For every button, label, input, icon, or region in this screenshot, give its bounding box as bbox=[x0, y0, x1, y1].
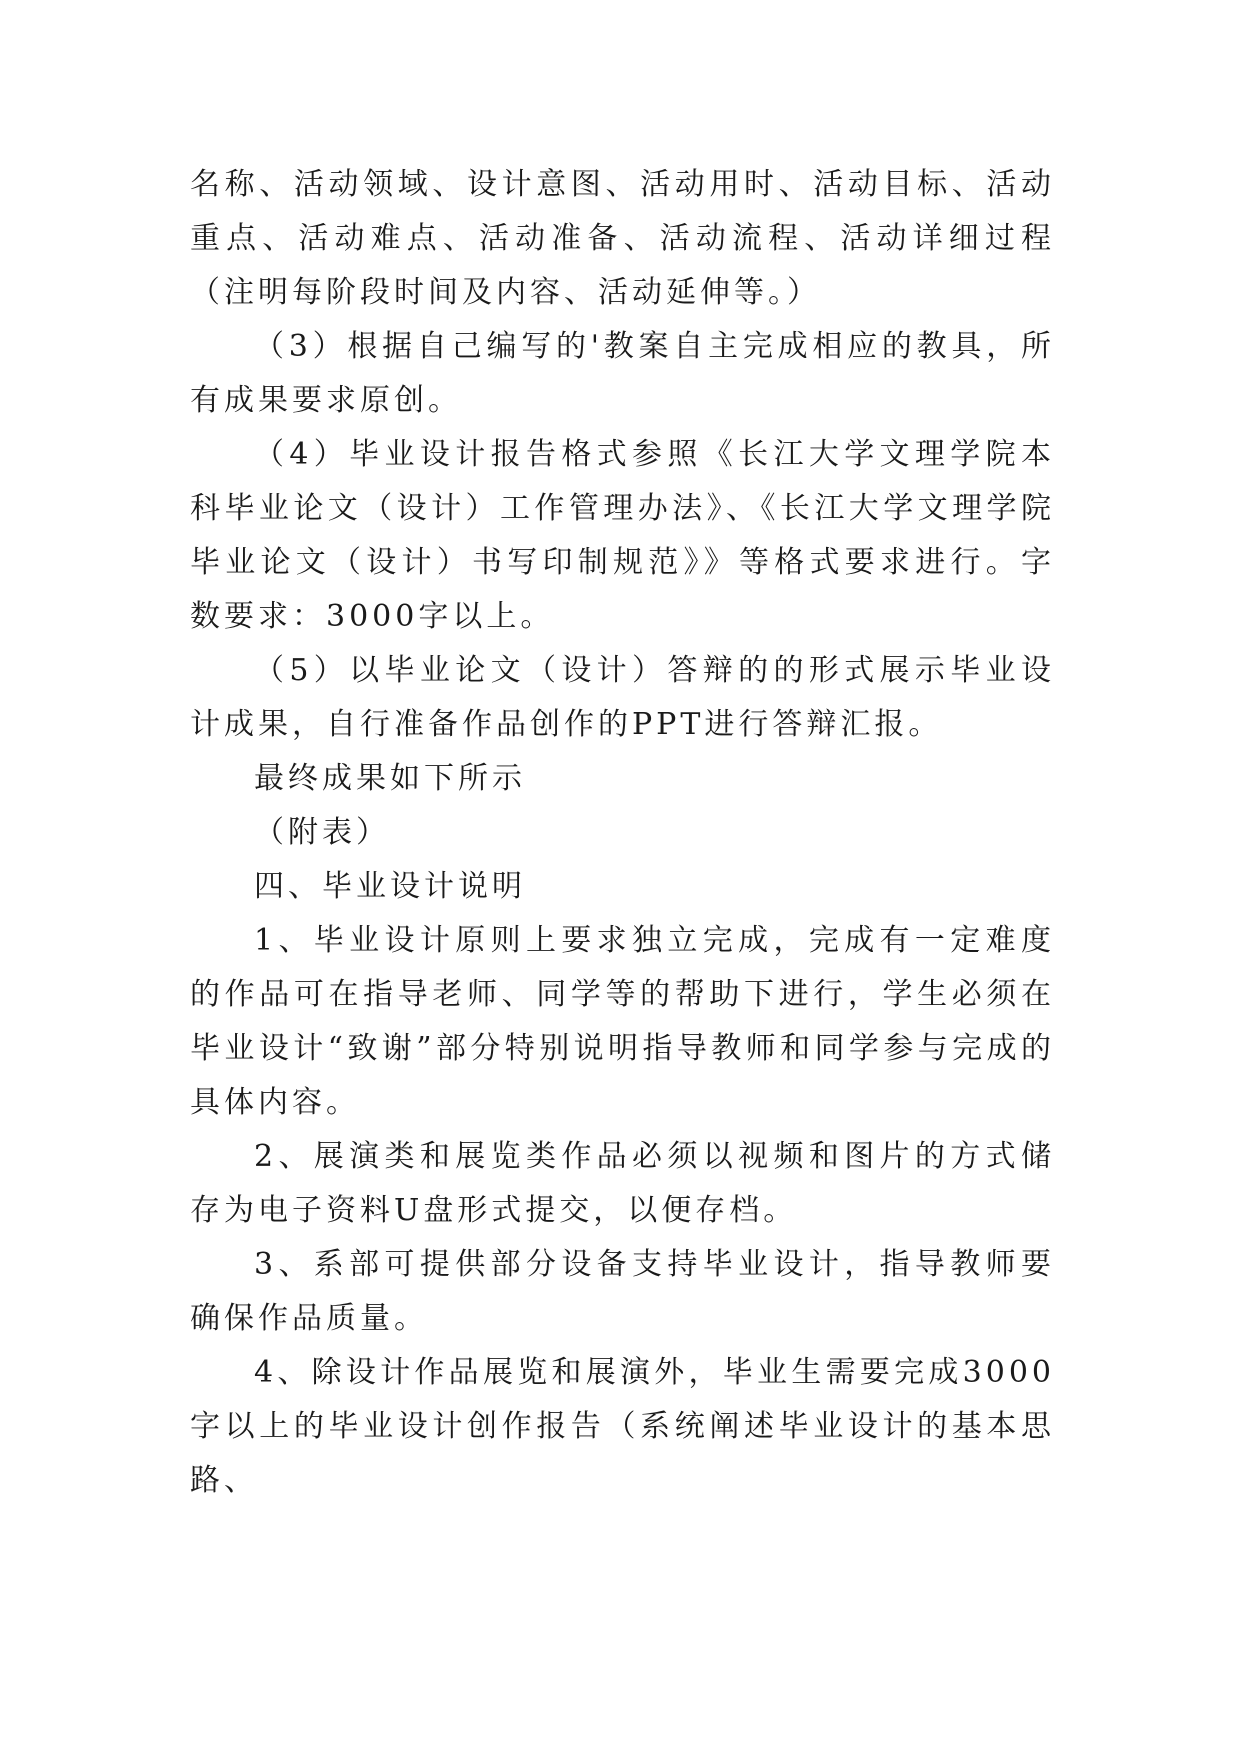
paragraph-activity-items: 名称、活动领域、设计意图、活动用时、活动目标、活动重点、活动难点、活动准备、活动流程、活动详细过程（注明每阶段时间及内容、活动延伸等。） bbox=[190, 167, 1055, 310]
document-body bbox=[190, 158, 1055, 1508]
paragraph-item-5: （5）以毕业论文（设计）答辩的的形式展示毕业设计成果，自行准备作品创作的PPT进行答辩汇报。 bbox=[190, 653, 1055, 742]
paragraph-note-3: 3、系部可提供部分设备支持毕业设计，指导教师要确保作品质量。 bbox=[190, 1247, 1055, 1336]
paragraph-item-4: （4）毕业设计报告格式参照《长江大学文理学院本科毕业论文（设计）工作管理办法》、《长江大学文理学院毕业论文（设计）书写印制规范》》等格式要求进行。字数要求：3000字以上。 bbox=[190, 437, 1055, 634]
paragraph-note-4: 4、除设计作品展览和展演外，毕业生需要完成3000字以上的毕业设计创作报告（系统阐述毕业设计的基本思路、 bbox=[190, 1355, 1055, 1498]
paragraph-item-3: （3）根据自己编写的'教案自主完成相应的教具，所有成果要求原创。 bbox=[190, 329, 1055, 418]
section-heading-4: 四、毕业设计说明 bbox=[254, 869, 526, 904]
paragraph-appendix-table: （附表） bbox=[254, 815, 390, 850]
paragraph-final-results: 最终成果如下所示 bbox=[254, 761, 526, 796]
paragraph-note-1: 1、毕业设计原则上要求独立完成，完成有一定难度的作品可在指导老师、同学等的帮助下进行，学生必须在毕业设计“致谢”部分特别说明指导教师和同学参与完成的具体内容。 bbox=[190, 923, 1055, 1120]
paragraph-note-2: 2、展演类和展览类作品必须以视频和图片的方式储存为电子资料U盘形式提交，以便存档。 bbox=[190, 1139, 1055, 1228]
